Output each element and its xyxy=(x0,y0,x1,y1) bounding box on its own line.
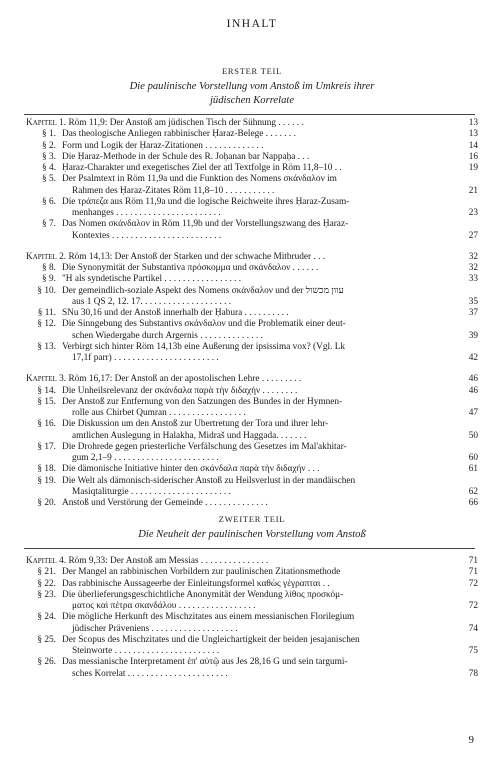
section-entry xyxy=(26,274,478,285)
part1-subtitle-line2: jüdischen Korrelate xyxy=(209,95,295,106)
entry-title: 17,1f parr) . . . . . . . . . . . . . . . . . . . . . . . xyxy=(72,353,219,363)
page-ref: 71 xyxy=(468,567,478,578)
entry-continuation xyxy=(26,208,478,219)
entry-title xyxy=(26,118,304,129)
section-entry xyxy=(26,386,478,397)
page-ref: 19 xyxy=(468,163,478,173)
section-entry xyxy=(26,590,478,601)
page-ref: 23 xyxy=(468,208,478,218)
entry-title: ματος καὶ πέτρα σκανδάλου . . . . . . . . . . . . . . . . . xyxy=(72,601,256,611)
section-number: § 25. xyxy=(37,634,56,645)
entry-title xyxy=(26,374,301,385)
section-entry xyxy=(26,612,478,623)
entry-title: Das rabbinische Aussageerbe der Einleitungsformel καθὼς γέγραπται . . xyxy=(62,578,330,589)
page-ref: 62 xyxy=(468,486,478,497)
entry-continuation xyxy=(26,231,478,242)
section-number: § 19. xyxy=(37,475,56,486)
page-ref: 32 xyxy=(468,251,478,262)
entry-continuation xyxy=(26,431,478,442)
section-entry xyxy=(26,567,478,578)
entry-continuation xyxy=(26,453,478,464)
entry-title: Die τράπεζα aus Röm 11,9a und die logische Reichweite ihres Ḥaraz-Zusam- xyxy=(62,196,350,207)
entry-continuation xyxy=(26,601,478,612)
chapter-number: Kapitel 2. xyxy=(26,251,67,262)
entry-title: sches Korrelat . . . . . . . . . . . . . . . . . . . . . . xyxy=(72,668,228,679)
entry-title: Die Synonymität der Substantiva πρόσκομμα und σκάνδαλον . . . . . . xyxy=(62,263,319,273)
chapter-title-text: Röm 14,13: Der Anstoß der Starken und der schwache Mitbruder . . . xyxy=(68,251,326,262)
entry-title: schen Wiedergabe durch Ärgernis . . . . . . . . . . . . . . xyxy=(72,330,263,341)
entry-title: Das theologische Anliegen rabbinischer Ḥaraz-Belege . . . . . . . xyxy=(62,129,296,140)
section-entry xyxy=(26,419,478,430)
chapter-title-text: Röm 16,17: Der Anstoß an der apostolischen Lehre . . . . . . . . . xyxy=(68,374,302,385)
section-entry xyxy=(26,442,478,453)
section-entry xyxy=(26,476,478,487)
page-ref: 39 xyxy=(468,330,478,341)
section-entry xyxy=(26,464,478,475)
page-ref: 14 xyxy=(468,140,478,151)
entry-continuation xyxy=(26,646,478,657)
chapter-entry xyxy=(26,118,478,129)
chapter-entry xyxy=(26,556,478,567)
entry-title: Die Drohrede gegen priesterliche Verfälschung des Gesetzes im Mal'akhitar- xyxy=(62,441,347,452)
section-number: § 11. xyxy=(37,308,56,318)
page-ref: 74 xyxy=(468,623,478,634)
chapter-number: Kapitel 4. xyxy=(26,556,67,566)
entry-title: Der Anstoß zur Entfernung von den Satzungen des Bundes in der Hymnen- xyxy=(62,396,343,407)
entry-title: Die Unheilsrelevanz der σκάνδαλα παρὰ τὴν διδαχήν . . . . . . . . xyxy=(62,385,298,396)
section-entry xyxy=(26,286,478,297)
entry-continuation xyxy=(26,186,478,197)
page-ref: 78 xyxy=(468,668,478,679)
section-number: § 5. xyxy=(42,174,56,185)
entry-title: amtlichen Auslegung in Halakha, Midraš und Haggada. . . . . . . xyxy=(72,430,307,441)
entry-title: "H als syndetische Partikel . . . . . . . . . . . . . . . . . xyxy=(62,274,242,285)
section-number: § 20. xyxy=(37,498,56,508)
entry-title: Die überlieferungsgeschichtliche Anonymität der Wendung λίθος προσκόμ- xyxy=(62,589,344,600)
part1-subtitle-line1: Die paulinische Vorstellung vom Anstoß im Umkreis ihrer xyxy=(129,81,375,92)
section-entry xyxy=(26,579,478,590)
section-entry xyxy=(26,163,478,174)
section-entry xyxy=(26,342,478,353)
part1-label: ERSTER TEIL xyxy=(221,67,283,76)
section-number: § 24. xyxy=(37,612,56,623)
section-entry xyxy=(26,397,478,408)
section-number: § 26. xyxy=(37,657,56,668)
chapter-number: Kapitel 1. xyxy=(26,118,67,128)
page-ref: 71 xyxy=(468,556,478,566)
entry-title: Das Nomen σκάνδαλον in Röm 11,9b und der Vorstellungszwang des Ḥaraz- xyxy=(62,219,349,230)
entry-continuation xyxy=(26,487,478,498)
section-entry xyxy=(26,498,478,509)
section-number: § 12. xyxy=(37,319,56,330)
entry-title: Steinworte . . . . . . . . . . . . . . . . . . . . . . . xyxy=(72,646,220,656)
section-entry xyxy=(26,219,478,230)
entry-title: Ḥaraz-Charakter und exegetisches Ziel der atl Textfolge in Röm 11,8–10 . . xyxy=(62,163,342,173)
entry-title: Der Scopus des Mischzitates und die Ungleichartigkeit der beiden jesajanischen xyxy=(62,634,360,645)
entry-continuation xyxy=(26,669,478,680)
page-ref: 75 xyxy=(468,646,478,656)
page-ref: 21 xyxy=(468,185,478,196)
entry-continuation xyxy=(26,353,478,364)
section-number: § 8. xyxy=(42,263,56,273)
page-ref: 46 xyxy=(468,385,478,396)
entry-title: Form und Logik der Ḥaraz-Zitationen . . . . . . . . . . . . . xyxy=(62,140,264,151)
page-ref: 61 xyxy=(468,464,478,475)
section-entry xyxy=(26,263,478,274)
section-number: § 3. xyxy=(42,151,56,162)
section-entry xyxy=(26,657,478,668)
part1-rule xyxy=(24,114,475,115)
entry-title xyxy=(26,556,268,567)
chapter-entry xyxy=(26,374,478,385)
entry-continuation xyxy=(26,297,478,308)
section-entry xyxy=(26,635,478,646)
entry-title: Masiqtaliturgie . . . . . . . . . . . . . . . . . . . . . . xyxy=(72,486,231,497)
section-entry xyxy=(26,129,478,140)
page-ref: 42 xyxy=(468,353,478,363)
entry-continuation xyxy=(26,331,478,342)
chapter-title-text: Röm 9,33: Der Anstoß am Messias . . . . . . . . . . . . . . . xyxy=(68,556,269,566)
page-ref: 33 xyxy=(468,274,478,285)
page-ref: 72 xyxy=(468,578,478,589)
page-ref: 50 xyxy=(468,430,478,441)
section-number: § 21. xyxy=(37,567,56,578)
entry-title: Der Mangel an rabbinischen Vorbildern zur paulinischen Zitationsmethode xyxy=(62,567,341,578)
entry-title: Verbirgt sich hinter Röm 14,13b eine Äußerung der ipsissima vox? (Vgl. Lk xyxy=(62,341,346,352)
entry-title: Anstoß und Verstörung der Gemeinde . . . . . . . . . . . . . . xyxy=(62,498,268,508)
section-number: § 4. xyxy=(42,163,56,173)
section-number: § 17. xyxy=(37,441,56,452)
entry-title: jüdischer Präveniens . . . . . . . . . . . . . . . . . . . xyxy=(72,623,238,634)
page-ref: 72 xyxy=(468,601,478,611)
section-entry xyxy=(26,319,478,330)
entry-title: Kontextes . . . . . . . . . . . . . . . . . . . . . . . . xyxy=(72,230,222,241)
entry-title: Die dämonische Initiative hinter den σκάνδαλα παρὰ τὴν διδαχήν . . . xyxy=(62,464,320,475)
section-entry xyxy=(26,152,478,163)
page-ref: 35 xyxy=(468,296,478,307)
section-number: § 23. xyxy=(37,589,56,600)
section-number: § 10. xyxy=(37,285,56,296)
page-ref: 60 xyxy=(468,453,478,463)
entry-title: gum 2,1–9 . . . . . . . . . . . . . . . . . . . . . . . xyxy=(72,453,219,463)
page-number: 9 xyxy=(468,734,474,746)
section-entry xyxy=(26,197,478,208)
section-number: § 15. xyxy=(37,396,56,407)
part2-label: ZWEITER TEIL xyxy=(218,515,286,524)
entry-title: aus 1 QS 2, 12. 17. . . . . . . . . . . . . . . . . . . . xyxy=(72,296,232,307)
part2-rule xyxy=(24,548,475,549)
chapter-title-text: Röm 11,9: Der Anstoß am jüdischen Tisch der Sühnung . . . . . . xyxy=(68,118,304,128)
entry-title: Die mögliche Herkunft des Mischzitates aus einem messianischen Florilegium xyxy=(62,612,355,623)
entry-title: Der Psalmtext in Röm 11,9a und die Funktion des Nomens σκάνδαλον im xyxy=(62,174,337,185)
page-ref: 16 xyxy=(468,151,478,162)
section-number: § 18. xyxy=(37,464,56,475)
page-ref: 27 xyxy=(468,230,478,241)
entry-title: Die Sinngebung des Substantivs σκάνδαλον und die Problematik einer deut- xyxy=(62,319,346,330)
entry-title: Die Diskussion um den Anstoß zur Übertretung der Tora und ihrer lehr- xyxy=(62,419,329,430)
page-title: INHALT xyxy=(226,18,278,30)
section-number: § 16. xyxy=(37,419,56,430)
section-number: § 7. xyxy=(42,219,56,230)
section-number: § 1. xyxy=(42,129,56,140)
entry-title: Rahmen des Ḥaraz-Zitates Röm 11,8–10 . . . . . . . . . . . xyxy=(72,185,275,196)
entry-title: Die Ḥaraz-Methode in der Schule des R. Joḥanan bar Nappaḥa . . . xyxy=(62,151,310,162)
entry-title: rolle aus Chirbet Qumran . . . . . . . . . . . . . . . . . xyxy=(72,408,246,418)
section-number: § 6. xyxy=(42,196,56,207)
part2-subtitle: Die Neuheit der paulinischen Vorstellung vom Anstoß xyxy=(138,529,366,540)
page-ref: 37 xyxy=(468,308,478,318)
section-number: § 22. xyxy=(37,578,56,589)
entry-title: SNu 30,16 und der Anstoß innerhalb der Ḥabura . . . . . . . . . . xyxy=(62,308,289,318)
section-number: § 2. xyxy=(42,140,56,151)
page-ref: 46 xyxy=(468,374,478,385)
page-ref: 32 xyxy=(468,263,478,273)
chapter-entry xyxy=(26,252,478,263)
page-ref: 13 xyxy=(468,118,478,128)
entry-continuation xyxy=(26,408,478,419)
page-ref: 66 xyxy=(468,498,478,508)
section-entry xyxy=(26,141,478,152)
section-entry xyxy=(26,308,478,319)
section-number: § 14. xyxy=(37,385,56,396)
entry-title xyxy=(26,252,325,263)
section-number: § 13. xyxy=(37,341,56,352)
entry-title: Der gemeindlich-soziale Aspekt des Nomens σκάνδαλον und der עוון מכשול xyxy=(62,285,344,296)
entry-title: menhanges . . . . . . . . . . . . . . . . . . . . . . . xyxy=(72,208,221,218)
section-entry xyxy=(26,174,478,185)
section-number: § 9. xyxy=(42,274,56,285)
page-ref: 13 xyxy=(468,129,478,140)
entry-title: Die Welt als dämonisch-siderischer Anstoß zu Heilsverlust in der mandäischen xyxy=(62,475,356,486)
entry-title: Das messianische Interpretament ἐπ' αὐτῷ aus Jes 28,16 G und sein targumi- xyxy=(62,657,348,668)
chapter-number: Kapitel 3. xyxy=(26,374,67,385)
page-ref: 47 xyxy=(468,408,478,418)
entry-continuation xyxy=(26,624,478,635)
